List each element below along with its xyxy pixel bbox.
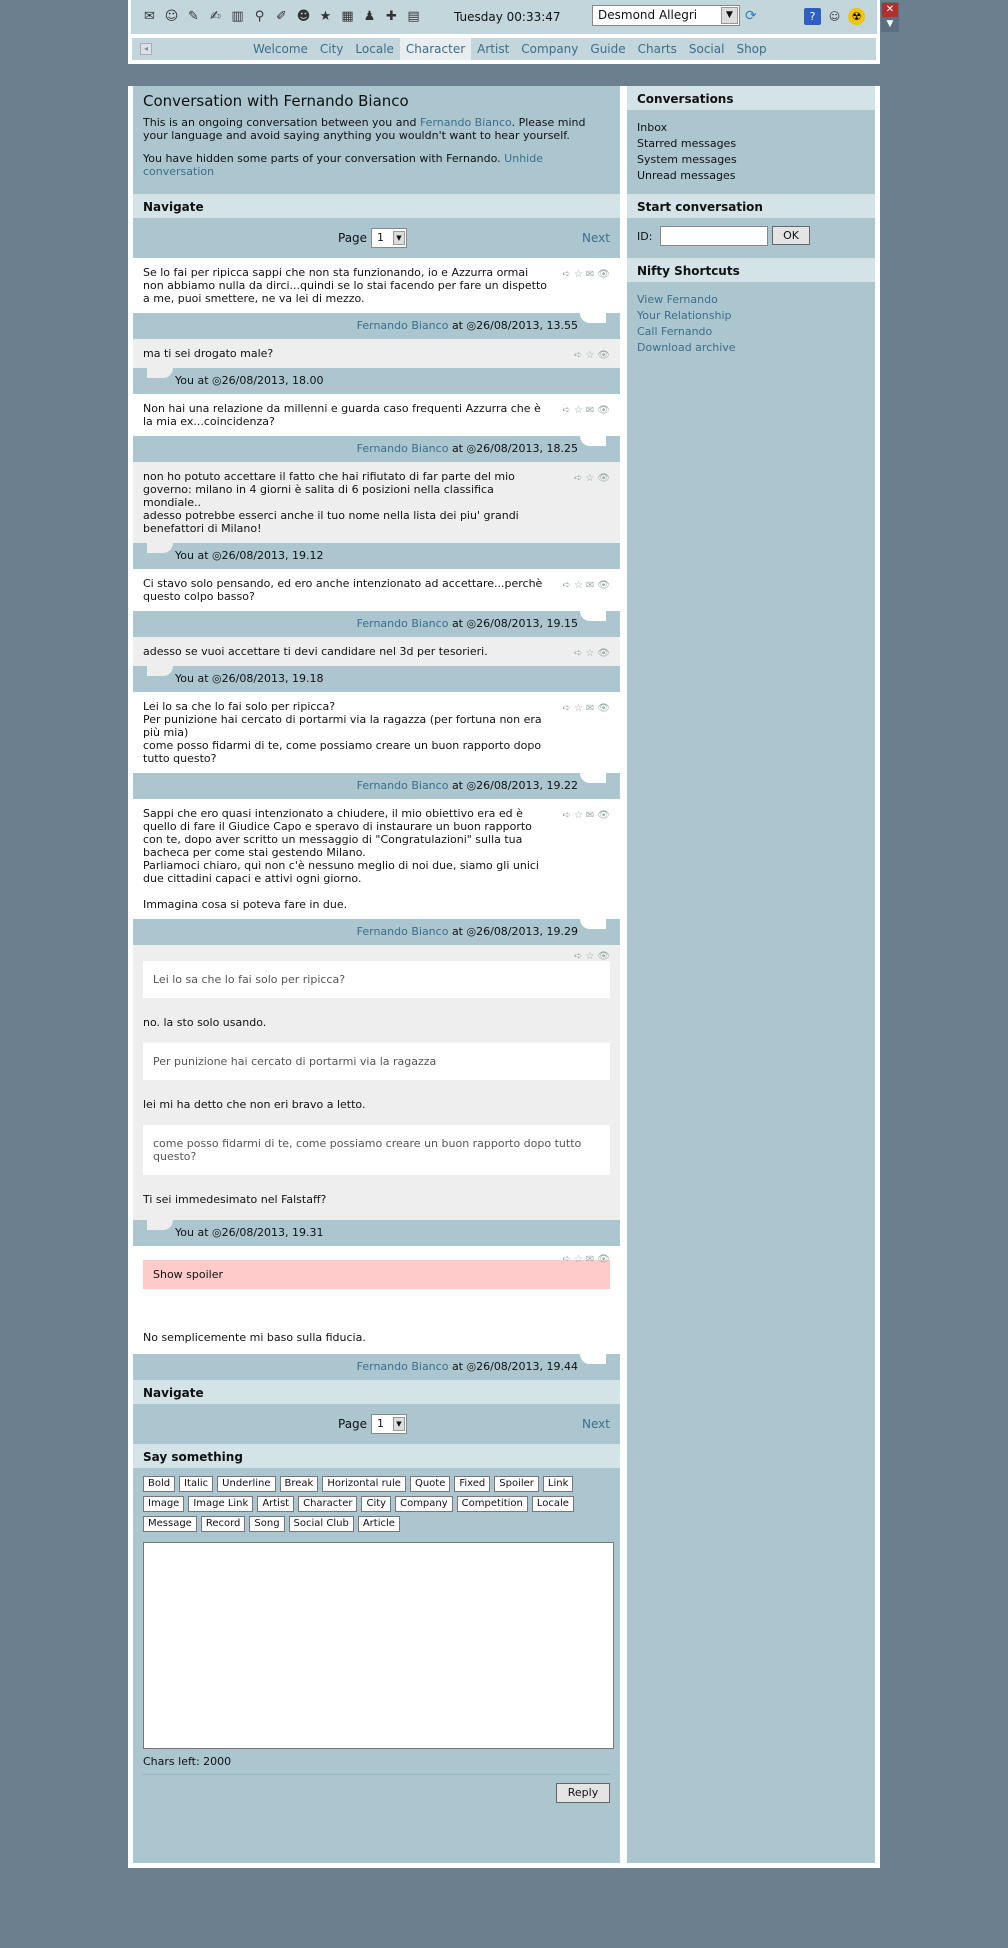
envelope-icon[interactable]: ✉ [585,405,595,416]
chevron-down-icon[interactable]: ▼ [393,1417,405,1431]
page-select[interactable] [371,228,407,248]
star-icon[interactable]: ☆ [573,703,583,714]
pager-top [133,218,620,258]
help-icon[interactable]: ? [804,8,821,25]
main-nav [128,34,880,64]
notes-icon[interactable]: ✍ [210,9,221,24]
shortcut-link-your-relationship[interactable]: Your Relationship [637,309,732,322]
message-meta: Fernando Bianco at ◎26/08/2013, 19.15 [133,611,620,637]
at-word: at [451,779,463,792]
nav-item-city[interactable]: City [319,42,344,56]
radiation-icon[interactable]: ☢ [848,8,865,25]
intro-pre: This is an ongoing conversation between you and [143,116,420,129]
hide-icon[interactable]: 👁 [597,473,610,484]
collapse-icon[interactable]: ▼ [886,19,894,29]
quote-reply: lei mi ha detto che non eri bravo a letto. [143,1098,366,1111]
format-button-break[interactable]: Break [280,1476,319,1492]
hide-icon[interactable]: 👁 [597,269,610,280]
book-icon[interactable]: ▥ [231,9,244,24]
hide-icon[interactable]: 👁 [597,350,610,361]
bubble-tail [580,919,606,929]
format-button-competition[interactable]: Competition [457,1496,528,1512]
start-conversation-form [627,218,875,258]
forward-icon[interactable]: ➪ [562,810,571,821]
format-button-image[interactable]: Image [143,1496,184,1512]
hide-icon[interactable]: 👁 [597,810,610,821]
toolbar-icons [141,8,422,25]
nav-item-artist[interactable]: Artist [477,42,510,56]
message-date: 26/08/2013, 19.44 [476,1360,578,1373]
nav-item-guide[interactable]: Guide [590,42,626,56]
ok-button[interactable]: OK [772,226,810,245]
conversation-link-starred-messages[interactable]: Starred messages [637,137,737,150]
chevron-down-icon[interactable]: ▼ [721,7,738,24]
message-textarea[interactable] [143,1542,614,1749]
nav-links [247,38,773,60]
message-meta: Fernando Bianco at ◎26/08/2013, 18.25 [133,436,620,462]
message-text: non ho potuto accettare il fatto che hai rifiutato di far parte del mio governo: milano in 4 giorni è salita di 6 posizioni nella classifica mondiale.. adesso potrebbe esserci anche il tuo nome nella lista dei piu' grandi benefattori di Milano! [143,470,519,535]
format-button-character[interactable]: Character [298,1496,357,1512]
message-text: adesso se vuoi accettare ti devi candidare nel 3d per tesorieri. [143,645,488,658]
message-meta: You at ◎26/08/2013, 19.31 [133,1220,620,1246]
at-word: at [451,1360,463,1373]
format-button-image-link[interactable]: Image Link [188,1496,253,1512]
reply-button[interactable]: Reply [556,1783,610,1803]
shortcut-link-view-fernando[interactable]: View Fernando [637,293,718,306]
format-button-locale[interactable]: Locale [532,1496,574,1512]
message-date: 26/08/2013, 18.25 [476,442,578,455]
forward-icon[interactable]: ➪ [562,1254,571,1265]
format-button-artist[interactable]: Artist [257,1496,294,1512]
start-conversation-header: Start conversation [627,194,875,218]
nav-item-company[interactable]: Company [521,42,579,56]
unhide-link[interactable]: Unhide conversation [143,152,543,178]
star-icon[interactable]: ☆ [573,580,583,591]
trash-icon[interactable]: ▤ [407,9,420,24]
star-icon[interactable]: ☆ [573,405,583,416]
hide-icon[interactable]: 👁 [597,951,610,962]
shortcut-link-call-fernando[interactable]: Call Fernando [637,325,713,338]
envelope-icon[interactable]: ✉ [585,703,595,714]
nav-item-locale[interactable]: Locale [355,42,394,56]
message-meta: You at ◎26/08/2013, 18.00 [133,368,620,394]
top-toolbar [128,0,880,34]
message-author[interactable]: Fernando Bianco [356,442,449,455]
message-actions [574,647,610,660]
message-actions [563,702,610,715]
bubble-tail [147,368,173,378]
message-date: 26/08/2013, 19.29 [476,925,578,938]
bubble-tail [147,666,173,676]
message [133,462,620,543]
quote-block: come posso fidarmi di te, come possiamo creare un buon rapporto dopo tutto questo? [143,1125,610,1175]
format-button-song[interactable]: Song [249,1516,284,1532]
quote-parts [143,961,610,1220]
format-button-city[interactable]: City [361,1496,391,1512]
message-date: 26/08/2013, 19.15 [476,617,578,630]
shortcuts-list [627,282,875,366]
at-word: at [451,442,463,455]
page-title: Conversation with Fernando Bianco [143,92,409,110]
message-actions [563,1254,610,1265]
quote-block: Lei lo sa che lo fai solo per ripicca? [143,961,610,998]
message-text: Non hai una relazione da millenni e guarda caso frequenti Azzurra che è la mia ex...coincidenza? [143,402,541,428]
message [133,339,620,368]
star-icon[interactable]: ☆ [573,1254,583,1265]
nav-item-charts[interactable]: Charts [637,42,677,56]
page-select[interactable] [371,1414,407,1434]
hide-icon[interactable]: 👁 [597,648,610,659]
hidden-text: You have hidden some parts of your conversation with Fernando. [143,152,505,165]
message [133,394,620,436]
envelope-icon[interactable]: ✉ [585,810,595,821]
format-button-company[interactable]: Company [395,1496,453,1512]
message-text: Lei lo sa che lo fai solo per ripicca? Per punizione hai cercato di portarmi via la ragazza (per fortuna non era più mia) come posso fidarmi di te, come possiamo creare un buon rapporto dopo tutto questo? [143,700,542,765]
message-author[interactable]: Fernando Bianco [356,1360,449,1373]
reply-form [133,1444,620,1799]
conversations-header: Conversations [627,86,875,110]
character-select[interactable] [592,5,740,26]
star-icon[interactable]: ☆ [585,350,595,361]
id-label: ID: [637,230,653,243]
chart-icon[interactable]: ▦ [341,9,354,24]
nav-item-social[interactable]: Social [688,42,725,56]
format-button-link[interactable]: Link [543,1476,573,1492]
message [133,637,620,666]
message-actions [563,404,610,417]
quote-reply: Ti sei immedesimato nel Falstaff? [143,1193,327,1206]
navigate-header: Navigate [133,194,620,218]
star-icon[interactable]: ☆ [585,473,595,484]
message [133,799,620,919]
character-icon[interactable]: ♟ [363,9,376,24]
refresh-icon[interactable]: ⟳ [745,8,757,24]
close-icon[interactable]: ✕ [882,3,898,17]
hide-icon[interactable]: 👁 [597,1254,610,1265]
message-text: Se lo fai per ripicca sappi che non sta funzionando, io e Azzurra ormai non abbiamo nulla da dirci...quindi se lo stai facendo per fare un dispetto a me, puoi smettere, ne va lei di mezzo. [143,266,548,305]
pencil-icon[interactable]: ✎ [188,9,199,24]
bubble-tail [147,543,173,553]
at-word: at [197,672,209,685]
message-text: Sappi che ero quasi intenzionato a chiudere, il mio obiettivo era ed è quello di fare il Giudice Capo e speravo di instaurare un buon rapporto con te, dopo aver scritto un messaggio di "Congratulazioni" sulla tua bacheca per come stai gestendo Milano. Parliamoci chiaro, qui non c'è nessuno meglio di noi due, siamo gli unici due cittadini capaci e attivi ogni giorno. Immagina cosa si poteva fare in due. [143,807,539,911]
format-button-record[interactable]: Record [201,1516,246,1532]
bubble-tail [580,1354,606,1364]
star-icon[interactable]: ★ [319,9,332,24]
message [133,569,620,611]
format-button-message[interactable]: Message [143,1516,197,1532]
show-spoiler[interactable]: Show spoiler [143,1260,610,1289]
envelope-icon[interactable]: ✉ [585,580,595,591]
intro [133,86,620,194]
search-icon[interactable]: ⚲ [254,9,265,24]
message-meta: You at ◎26/08/2013, 19.12 [133,543,620,569]
forward-icon[interactable]: ➪ [562,703,571,714]
format-toolbar [133,1468,603,1532]
partner-link[interactable]: Fernando Bianco [419,116,512,129]
hide-icon[interactable]: 👁 [597,703,610,714]
page-value: 1 [377,1417,384,1430]
main-column [133,86,620,1863]
at-word: at [451,319,463,332]
clock: Tuesday 00:33:47 [454,10,561,24]
user-icon[interactable]: ☺ [828,10,841,23]
message-actions [574,472,610,485]
message-actions [563,268,610,281]
format-button-underline[interactable]: Underline [217,1476,275,1492]
at-word: at [451,617,463,630]
forward-icon[interactable]: ➪ [562,405,571,416]
message-meta: You at ◎26/08/2013, 19.18 [133,666,620,692]
message-date: 26/08/2013, 13.55 [476,319,578,332]
forward-icon[interactable]: ➪ [573,473,583,484]
bubble-tail [580,611,606,621]
star-icon[interactable]: ☆ [585,648,595,659]
window-controls [881,2,899,32]
format-button-social-club[interactable]: Social Club [289,1516,354,1532]
format-button-horizontal-rule[interactable]: Horizontal rule [322,1476,406,1492]
message-date: 26/08/2013, 19.22 [476,779,578,792]
mail-icon[interactable]: ✉ [144,9,155,24]
quoted-message [133,945,620,1220]
next-link[interactable]: Next [582,231,610,245]
at-word: at [197,1226,209,1239]
bubble-tail [580,773,606,783]
next-link[interactable]: Next [582,1417,610,1431]
nav-item-shop[interactable]: Shop [736,42,767,56]
intro-text [143,116,610,142]
message-author: You [175,1226,194,1239]
forward-icon[interactable]: ➪ [573,350,583,361]
conversation-link-unread-messages[interactable]: Unread messages [637,169,736,182]
message-text: Ci stavo solo pensando, ed ero anche intenzionato ad accettare...perchè questo colpo basso? [143,577,543,603]
quote-reply: no. la sto solo usando. [143,1016,267,1029]
message-author[interactable]: Fernando Bianco [356,779,449,792]
pager-bottom [133,1404,620,1444]
bubble-tail [580,313,606,323]
hide-icon[interactable]: 👁 [597,405,610,416]
star-icon[interactable]: ☆ [573,269,583,280]
forward-icon[interactable]: ➪ [573,951,583,962]
conversation-link-system-messages[interactable]: System messages [637,153,737,166]
format-button-spoiler[interactable]: Spoiler [494,1476,539,1492]
message-actions [563,809,610,822]
bubble-tail [580,436,606,446]
message-author[interactable]: Fernando Bianco [356,925,449,938]
forward-icon[interactable]: ➪ [562,580,571,591]
shortcut-link-download-archive[interactable]: Download archive [637,341,736,354]
chars-left: Chars left: 2000 [143,1755,232,1768]
character-select-value: Desmond Allegri [598,8,698,22]
message-actions [563,579,610,592]
message-actions [574,349,610,362]
message [133,258,620,313]
collapse-nav-icon[interactable]: ◂ [140,43,152,55]
friends-icon[interactable]: ☻ [296,9,311,24]
message-meta: Fernando Bianco at ◎26/08/2013, 19.29 [133,919,620,945]
message-date: 26/08/2013, 18.00 [221,374,324,387]
page-value: 1 [377,231,384,244]
message-date: 26/08/2013, 19.31 [221,1226,324,1239]
plus-icon[interactable]: ✚ [386,9,397,24]
envelope-icon[interactable]: ✉ [585,1254,595,1265]
hide-icon[interactable]: 👁 [597,580,610,591]
message-date: 26/08/2013, 19.18 [221,672,324,685]
message-meta: Fernando Bianco at ◎26/08/2013, 19.44 [133,1354,620,1380]
format-button-italic[interactable]: Italic [179,1476,213,1492]
message-text: ma ti sei drogato male? [143,347,274,360]
page [128,86,880,1868]
conversations-list [627,110,875,194]
message-author: You [175,549,194,562]
format-button-quote[interactable]: Quote [410,1476,450,1492]
quote-block: Per punizione hai cercato di portarmi via la ragazza [143,1043,610,1080]
navigate-header: Navigate [133,1380,620,1404]
star-icon[interactable]: ☆ [585,951,595,962]
nav-item-welcome[interactable]: Welcome [253,42,308,56]
message-text: No semplicemente mi baso sulla fiducia. [143,1331,366,1344]
forward-icon[interactable]: ➪ [573,648,583,659]
say-header: Say something [133,1444,620,1468]
at-word: at [197,549,209,562]
at-word: at [451,925,463,938]
id-input[interactable] [660,226,768,246]
format-button-fixed[interactable]: Fixed [454,1476,490,1492]
message-meta: Fernando Bianco at ◎26/08/2013, 13.55 [133,313,620,339]
chevron-down-icon[interactable]: ▼ [393,231,405,245]
format-button-bold[interactable]: Bold [143,1476,175,1492]
star-icon[interactable]: ☆ [573,810,583,821]
conversation-link-inbox[interactable]: Inbox [637,121,668,134]
at-word: at [197,374,209,387]
message-date: 26/08/2013, 19.12 [221,549,324,562]
spoiler-message [133,1246,620,1354]
format-button-article[interactable]: Article [358,1516,400,1532]
intro-post: . Please mind your language and avoid saying anything you wouldn't want to hear yourself. [143,116,586,142]
right-icons [804,8,865,25]
forward-icon[interactable]: ➪ [562,269,571,280]
page-label: Page [338,1417,368,1431]
envelope-icon[interactable]: ✉ [585,269,595,280]
bubble-tail [147,1220,173,1230]
message-meta: Fernando Bianco at ◎26/08/2013, 19.22 [133,773,620,799]
edit-icon[interactable]: ✐ [276,9,287,24]
message-author[interactable]: Fernando Bianco [356,617,449,630]
nav-item-character[interactable]: Character [400,38,471,60]
people-icon[interactable]: ☺ [164,9,179,24]
sidebar [627,86,875,1863]
message-author: You [175,374,194,387]
message-author[interactable]: Fernando Bianco [356,319,449,332]
message [133,692,620,773]
page-label: Page [338,231,368,245]
message-author: You [175,672,194,685]
message-actions [574,951,610,962]
shortcuts-header: Nifty Shortcuts [627,258,875,282]
message-list [133,258,620,945]
hidden-notice [143,152,610,178]
